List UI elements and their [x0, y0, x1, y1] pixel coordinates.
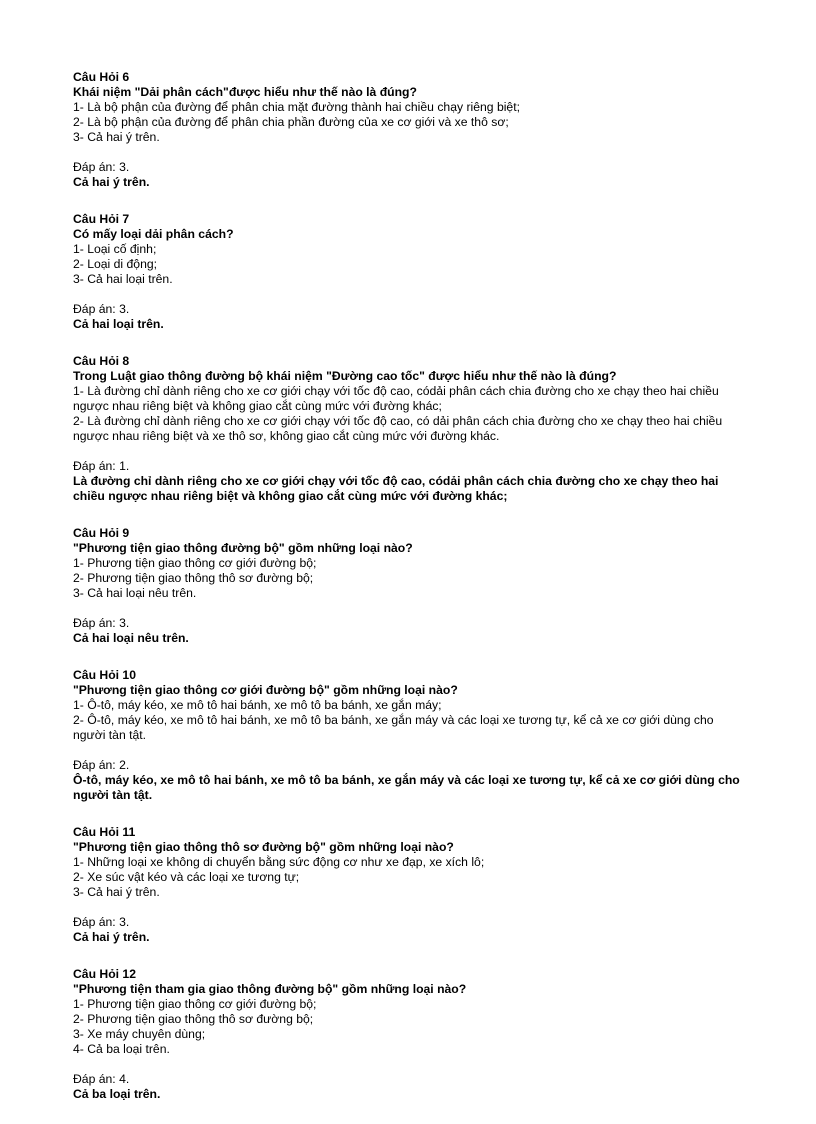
option-1: 1- Là bộ phận của đường để phân chia mặt đường thành hai chiều chạy riêng biệt;: [73, 100, 520, 114]
option-1: 1- Ô-tô, máy kéo, xe mô tô hai bánh, xe mô tô ba bánh, xe gắn máy;: [73, 698, 442, 712]
answer-text: Là đường chỉ dành riêng cho xe cơ giới chạy với tốc độ cao, códải phân cách chia đường cho xe chạy theo hai chiều ngược nhau riêng biệt và không giao cắt cùng mức với đường khác;: [73, 474, 719, 503]
question-title: Câu Hỏi 10: [73, 668, 136, 682]
answer-label: Đáp án: 2.: [73, 758, 130, 772]
question-8: [73, 354, 743, 504]
answer-label: Đáp án: 4.: [73, 1072, 130, 1086]
option-2: 2- Loại di động;: [73, 257, 158, 271]
answer-label: Đáp án: 3.: [73, 302, 130, 316]
question-text: "Phương tiện tham gia giao thông đường bộ" gồm những loại nào?: [73, 982, 467, 996]
option-3: 3- Cả hai ý trên.: [73, 130, 160, 144]
answer-text: Cả hai ý trên.: [73, 930, 150, 944]
option-1: 1- Là đường chỉ dành riêng cho xe cơ giới chạy với tốc độ cao, códải phân cách chia đường cho xe chạy theo hai chiều ngược nhau riêng biệt và không giao cắt cùng mức với đường khác;: [73, 384, 719, 413]
option-3: 3- Cả hai loại nêu trên.: [73, 586, 197, 600]
option-2: 2- Phương tiện giao thông thô sơ đường bộ;: [73, 1012, 314, 1026]
question-12: [73, 967, 743, 1102]
answer-text: Cả hai loại trên.: [73, 317, 164, 331]
document-page: [73, 70, 743, 1124]
question-10: [73, 668, 743, 803]
question-title: Câu Hỏi 9: [73, 526, 130, 540]
option-3: 3- Cả hai loại trên.: [73, 272, 173, 286]
question-title: Câu Hỏi 12: [73, 967, 136, 981]
option-1: 1- Loại cố định;: [73, 242, 157, 256]
option-3: 3- Xe máy chuyên dùng;: [73, 1027, 206, 1041]
question-title: Câu Hỏi 7: [73, 212, 130, 226]
question-title: Câu Hỏi 8: [73, 354, 130, 368]
answer-label: Đáp án: 3.: [73, 616, 130, 630]
answer-text: Cả hai ý trên.: [73, 175, 150, 189]
question-text: "Phương tiện giao thông thô sơ đường bộ" gồm những loại nào?: [73, 840, 454, 854]
option-1: 1- Những loại xe không di chuyển bằng sức động cơ như xe đạp, xe xích lô;: [73, 855, 485, 869]
answer-label: Đáp án: 3.: [73, 160, 130, 174]
option-1: 1- Phương tiện giao thông cơ giới đường bộ;: [73, 556, 317, 570]
answer-label: Đáp án: 1.: [73, 459, 130, 473]
option-2: 2- Ô-tô, máy kéo, xe mô tô hai bánh, xe mô tô ba bánh, xe gắn máy và các loại xe tương tự, kể cả xe cơ giới dùng cho người tàn tật.: [73, 713, 714, 742]
question-6: [73, 70, 743, 190]
option-4: 4- Cả ba loại trên.: [73, 1042, 170, 1056]
answer-text: Cả ba loại trên.: [73, 1087, 161, 1101]
answer-text: Cả hai loại nêu trên.: [73, 631, 189, 645]
question-title: Câu Hỏi 6: [73, 70, 130, 84]
question-text: Khái niệm "Dải phân cách"được hiểu như thế nào là đúng?: [73, 85, 417, 99]
option-2: 2- Là bộ phận của đường để phân chia phần đường của xe cơ giới và xe thô sơ;: [73, 115, 509, 129]
question-text: Trong Luật giao thông đường bộ khái niệm "Đường cao tốc" được hiểu như thế nào là đúng?: [73, 369, 617, 383]
question-text: "Phương tiện giao thông cơ giới đường bộ" gồm những loại nào?: [73, 683, 458, 697]
question-11: [73, 825, 743, 945]
question-text: Có mấy loại dải phân cách?: [73, 227, 234, 241]
question-text: "Phương tiện giao thông đường bộ" gồm những loại nào?: [73, 541, 413, 555]
question-7: [73, 212, 743, 332]
question-title: Câu Hỏi 11: [73, 825, 136, 839]
option-2: 2- Phương tiện giao thông thô sơ đường bộ;: [73, 571, 314, 585]
question-9: [73, 526, 743, 646]
option-1: 1- Phương tiện giao thông cơ giới đường bộ;: [73, 997, 317, 1011]
answer-label: Đáp án: 3.: [73, 915, 130, 929]
option-3: 3- Cả hai ý trên.: [73, 885, 160, 899]
option-2: 2- Xe súc vật kéo và các loại xe tương tự;: [73, 870, 300, 884]
answer-text: Ô-tô, máy kéo, xe mô tô hai bánh, xe mô tô ba bánh, xe gắn máy và các loại xe tương tự, kể cả xe cơ giới dùng cho người tàn tật.: [73, 773, 740, 802]
option-2: 2- Là đường chỉ dành riêng cho xe cơ giới chạy với tốc độ cao, có dải phân cách chia đường cho xe chạy theo hai chiều ngược nhau riêng biệt và xe thô sơ, không giao cắt cùng mức với đường khác.: [73, 414, 723, 443]
